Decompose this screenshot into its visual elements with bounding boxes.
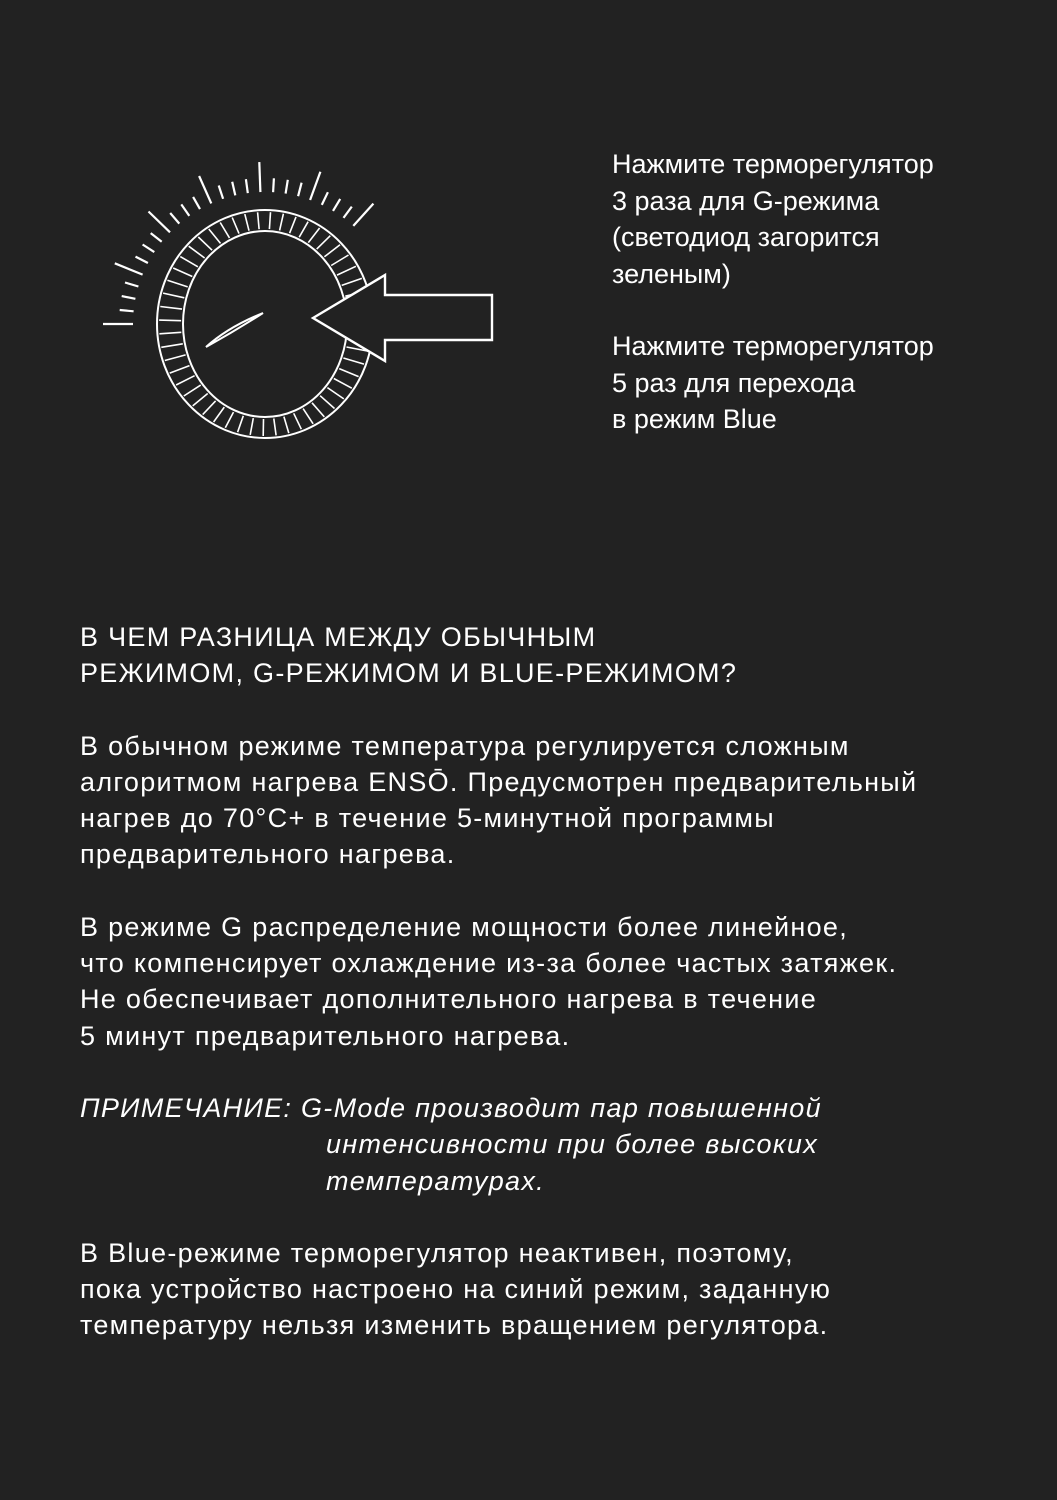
knob-ridge (284, 417, 289, 434)
paragraph-line: В Blue-режиме терморегулятор неактивен, поэтому, (80, 1237, 794, 1268)
dial-tick (333, 199, 340, 211)
knob-ridge (343, 358, 364, 364)
knob-ridge (161, 344, 183, 348)
instruction-line: 5 раз для перехода (612, 367, 856, 398)
dial-tick (170, 213, 179, 224)
knob-ridge (317, 236, 331, 249)
knob-ridge (176, 376, 195, 385)
knob-ridge (308, 228, 319, 243)
paragraph-line: 5 минут предварительного нагрева. (80, 1020, 571, 1051)
knob-ridge (299, 222, 308, 238)
knob-ridge (342, 278, 362, 285)
knob-ridge (250, 418, 253, 435)
knob-ridge (189, 246, 205, 258)
dial-tick (259, 162, 260, 192)
knob-ridge (334, 379, 352, 389)
knob-ridge (220, 223, 229, 238)
knob-ridge (198, 237, 212, 250)
thermostat-knob-press-icon (100, 115, 510, 445)
knob-ridge (324, 245, 340, 257)
knob-ridge (170, 366, 190, 374)
knob-ridge (269, 212, 270, 229)
instruction-line: 3 раза для G-режима (612, 185, 880, 216)
dial-tick (181, 204, 189, 216)
knob-ridge (173, 268, 192, 277)
dial-tick (143, 245, 155, 253)
knob-ridge (303, 409, 313, 424)
dial-tick (286, 180, 288, 194)
instructions (612, 146, 1032, 438)
dial-tick (322, 192, 328, 205)
g-mode-paragraph (80, 909, 1040, 1054)
knob-ridge (193, 394, 208, 406)
blue-mode-paragraph (80, 1235, 1040, 1344)
instruction-line: Нажмите терморегулятор (612, 331, 934, 361)
knob-pointer (206, 313, 263, 347)
dial-tick (115, 263, 143, 274)
paragraph-line: предварительного нагрева. (80, 839, 456, 870)
knob-ridge (203, 401, 216, 415)
dial-tick-marks (103, 162, 373, 324)
dial-tick (246, 179, 248, 193)
knob-ridge (245, 214, 249, 231)
dial-tick (149, 212, 171, 233)
normal-mode-paragraph (80, 728, 1040, 873)
knob-ridge (159, 332, 181, 334)
paragraph-line: нагрев до 70°C+ в течение 5-минутной программы (80, 803, 775, 834)
knob-ridge (225, 412, 233, 428)
note-line: ПРИМЕЧАНИЕ: G-Mode производит пар повышенной (80, 1092, 822, 1123)
instruction-line: (светодиод загорится (612, 222, 880, 252)
instruction-blue-mode (612, 328, 1032, 438)
knob-ridge (294, 413, 302, 429)
knob-ridge (339, 369, 358, 377)
dial-tick (219, 186, 223, 199)
dial-tick (199, 176, 211, 203)
dial-tick (122, 296, 136, 299)
paragraph-line: Не обеспечивает дополнительного нагрева в течение (80, 984, 818, 1015)
knob-ridge (232, 218, 239, 234)
paragraph-line: температуру нельзя изменить вращением регулятора. (80, 1310, 829, 1341)
section-heading (80, 619, 1040, 692)
heading-line: В ЧЕМ РАЗНИЦА МЕЖДУ ОБЫЧНЫМ (80, 622, 597, 652)
knob-ridge (163, 293, 184, 298)
paragraph-line: В режиме G распределение мощности более линейное, (80, 911, 849, 942)
knob-ridge (258, 212, 260, 229)
knob-ridge (165, 355, 186, 361)
knob-ridge (274, 419, 276, 436)
knob-ridge (238, 416, 244, 432)
dial-tick (310, 172, 320, 200)
instruction-line: зеленым) (612, 258, 731, 289)
knob-ridge (214, 407, 225, 422)
knob-ridge (320, 396, 334, 409)
knob-ridge (167, 280, 187, 287)
knob-ridge (280, 214, 284, 231)
dial-tick (353, 204, 373, 226)
dial-tick (151, 233, 162, 242)
knob-ridge (331, 255, 348, 266)
dial-tick (120, 310, 134, 311)
note-line: температурах. (326, 1165, 545, 1196)
mode-differences-section (80, 619, 1040, 1380)
paragraph-line: пока устройство настроено на синий режим, заданную (80, 1274, 832, 1305)
note-paragraph (80, 1090, 1040, 1199)
dial-tick (136, 257, 148, 263)
dial-tick (298, 183, 302, 197)
knob-ridge (209, 229, 221, 243)
dial-tick (232, 182, 235, 196)
dial-tick (344, 207, 352, 218)
knob-ridge (184, 385, 201, 396)
knob-ridge (180, 257, 198, 267)
note-line: интенсивности при более высоких (326, 1129, 819, 1160)
dial-tick (125, 283, 138, 287)
knob-svg (100, 115, 510, 445)
knob-ridge (337, 266, 356, 275)
paragraph-line: что компенсирует охлаждение из-за более частых затяжек. (80, 948, 898, 979)
knob-ridge (312, 403, 324, 417)
dial-tick (273, 178, 274, 192)
heading-line: РЕЖИМОМ, G-РЕЖИМОМ И BLUE-РЕЖИМОМ? (80, 658, 738, 689)
knob-ridge (159, 320, 181, 321)
dial-tick (193, 197, 200, 209)
knob-ridge (327, 388, 343, 399)
instruction-line: Нажмите терморегулятор (612, 149, 934, 179)
knob-ridge (290, 217, 296, 233)
knob-ridge (160, 307, 182, 310)
instruction-line: в режим Blue (612, 404, 777, 434)
paragraph-line: алгоритмом нагрева ENSŌ. Предусмотрен предварительный (80, 766, 918, 797)
instruction-g-mode (612, 146, 1032, 292)
paragraph-line: В обычном режиме температура регулируется сложным (80, 730, 850, 761)
